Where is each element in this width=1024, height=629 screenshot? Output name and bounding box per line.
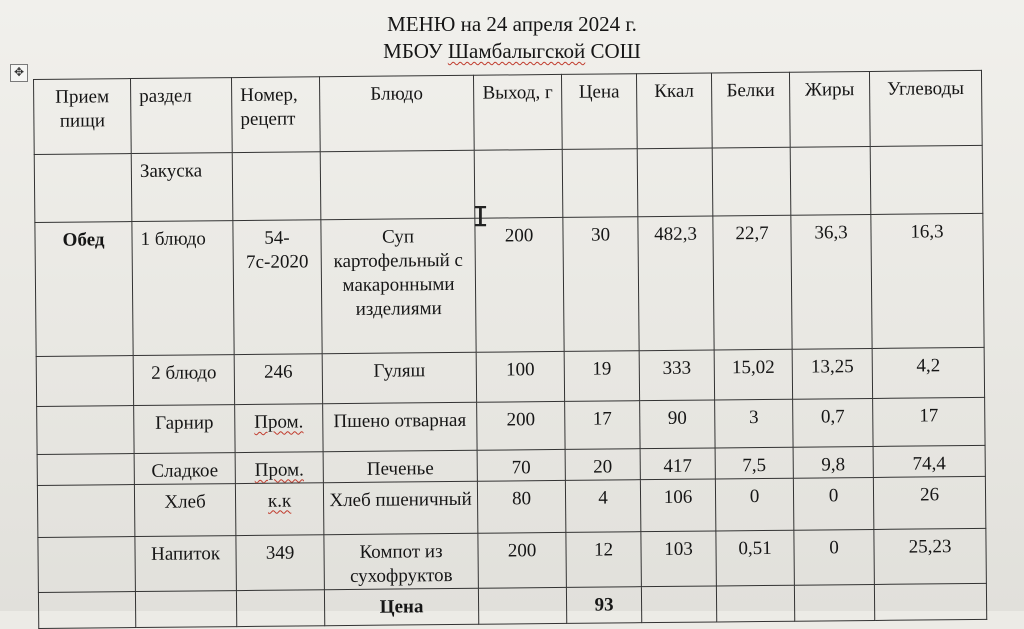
table-cell: Компот из сухофруктов <box>324 533 479 589</box>
table-cell: 2 блюдо <box>133 355 234 406</box>
table-row <box>34 145 983 222</box>
table-cell: 74,4 <box>873 445 985 477</box>
header-cell: Блюдо <box>319 75 474 151</box>
menu-table <box>33 70 987 629</box>
table-cell: 200 <box>478 532 567 588</box>
table-cell <box>794 584 874 621</box>
table-cell <box>478 587 566 624</box>
table-cell: 1 блюдо <box>132 221 234 356</box>
table-cell: 17 <box>565 401 640 450</box>
table-cell: 90 <box>640 400 715 449</box>
table-cell <box>232 152 321 221</box>
table-cell <box>235 452 323 484</box>
table-move-handle-icon[interactable]: ✥ <box>10 64 28 82</box>
header-cell: раздел <box>131 78 233 154</box>
header-cell: Номер, рецепт <box>231 77 320 153</box>
school-name: Шамбалыгской <box>447 39 586 63</box>
header-cell: Цена <box>561 74 637 150</box>
table-cell: 9,8 <box>793 446 873 478</box>
table-cell <box>790 146 871 215</box>
table-cell: 15,02 <box>714 349 792 400</box>
table-cell <box>712 147 791 216</box>
table-cell: 54-7с-2020 <box>233 220 322 355</box>
table-cell: 100 <box>476 351 564 402</box>
table-cell: 482,3 <box>638 216 714 351</box>
recipe-code: Пром. <box>254 411 304 433</box>
table-cell <box>36 356 133 407</box>
table-cell: 0 <box>794 529 875 585</box>
total-value: 93 <box>566 587 641 624</box>
table-cell: 16,3 <box>871 213 984 348</box>
table-cell: 0,7 <box>793 398 873 447</box>
table-cell: 0 <box>793 477 873 530</box>
table-cell <box>37 406 134 455</box>
header-cell: Выход, г <box>473 74 562 150</box>
table-cell: 0 <box>715 478 793 531</box>
table-cell: Обед <box>35 222 133 357</box>
total-label: Цена <box>324 588 478 625</box>
table-cell <box>37 454 134 486</box>
table-cell: Печенье <box>323 450 477 482</box>
table-cell: Пшено отварная <box>323 402 477 451</box>
table-cell <box>874 583 986 620</box>
table-cell: 4,2 <box>872 347 984 398</box>
header-cell: Прием пищи <box>34 79 132 155</box>
table-row <box>38 528 986 592</box>
table-cell: 30 <box>563 217 639 352</box>
header-cell: Углеводы <box>869 70 982 146</box>
table-cell <box>235 404 323 453</box>
table-cell <box>34 154 132 223</box>
table-cell: 26 <box>873 476 985 529</box>
table-cell <box>641 586 716 623</box>
school-suffix: СОШ <box>585 39 641 63</box>
table-cell: 333 <box>639 350 714 401</box>
table-cell: 13,25 <box>792 348 872 399</box>
table-cell <box>135 591 236 628</box>
table-cell: 70 <box>477 449 565 481</box>
table-cell: 200 <box>475 217 564 352</box>
header-row <box>34 70 983 154</box>
table-cell: Гарнир <box>134 405 235 454</box>
table-cell: 22,7 <box>713 215 792 350</box>
table-cell <box>236 590 324 627</box>
table-cell: 17 <box>873 397 985 446</box>
table-cell: Напиток <box>135 536 237 592</box>
recipe-code: к.к <box>267 490 292 512</box>
table-cell <box>562 149 638 218</box>
table-cell <box>870 145 983 214</box>
table-cell: Хлеб пшеничный <box>323 481 477 534</box>
table-cell: Гуляш <box>322 352 476 403</box>
school-prefix: МБОУ <box>383 39 448 63</box>
table-cell: 246 <box>234 354 322 405</box>
table-cell: 417 <box>640 448 715 480</box>
table-cell: 25,23 <box>874 528 987 584</box>
table-cell <box>38 592 135 629</box>
header-cell: Белки <box>711 72 790 148</box>
table-cell: Закуска <box>131 153 233 222</box>
table-cell: 4 <box>565 480 640 533</box>
table-cell: Сладкое <box>134 453 235 485</box>
total-row <box>38 583 986 628</box>
header-cell: Ккал <box>636 73 712 149</box>
table-cell: 7,5 <box>715 447 793 479</box>
document-title: МЕНЮ на 24 апреля 2024 г. <box>387 12 637 36</box>
table-cell <box>716 585 794 622</box>
table-cell: 12 <box>566 532 642 588</box>
table-cell: 106 <box>640 479 715 532</box>
table-cell <box>235 483 323 536</box>
table-row <box>35 213 984 356</box>
table-cell: 19 <box>564 351 639 402</box>
recipe-code: Пром. <box>254 459 304 481</box>
table-row <box>36 347 984 406</box>
table-cell <box>320 150 475 219</box>
table-cell: 200 <box>477 401 565 450</box>
table-cell: 0,51 <box>716 530 795 586</box>
table-cell: Суп картофельный с макаронными изделиями <box>321 218 476 353</box>
document-subtitle <box>0 38 1024 64</box>
table-cell: 103 <box>641 531 717 587</box>
table-cell: Хлеб <box>134 484 235 537</box>
table-cell <box>38 537 136 593</box>
table-cell: 36,3 <box>791 214 872 349</box>
table-cell: 80 <box>477 480 565 533</box>
table-row <box>37 476 985 537</box>
table-cell <box>637 148 713 217</box>
table-cell: 3 <box>715 399 793 448</box>
text-cursor-icon: I <box>472 200 489 233</box>
header-cell: Жиры <box>789 71 870 147</box>
table-cell <box>37 485 134 538</box>
table-cell: 20 <box>565 449 640 481</box>
table-cell: 349 <box>236 535 325 591</box>
